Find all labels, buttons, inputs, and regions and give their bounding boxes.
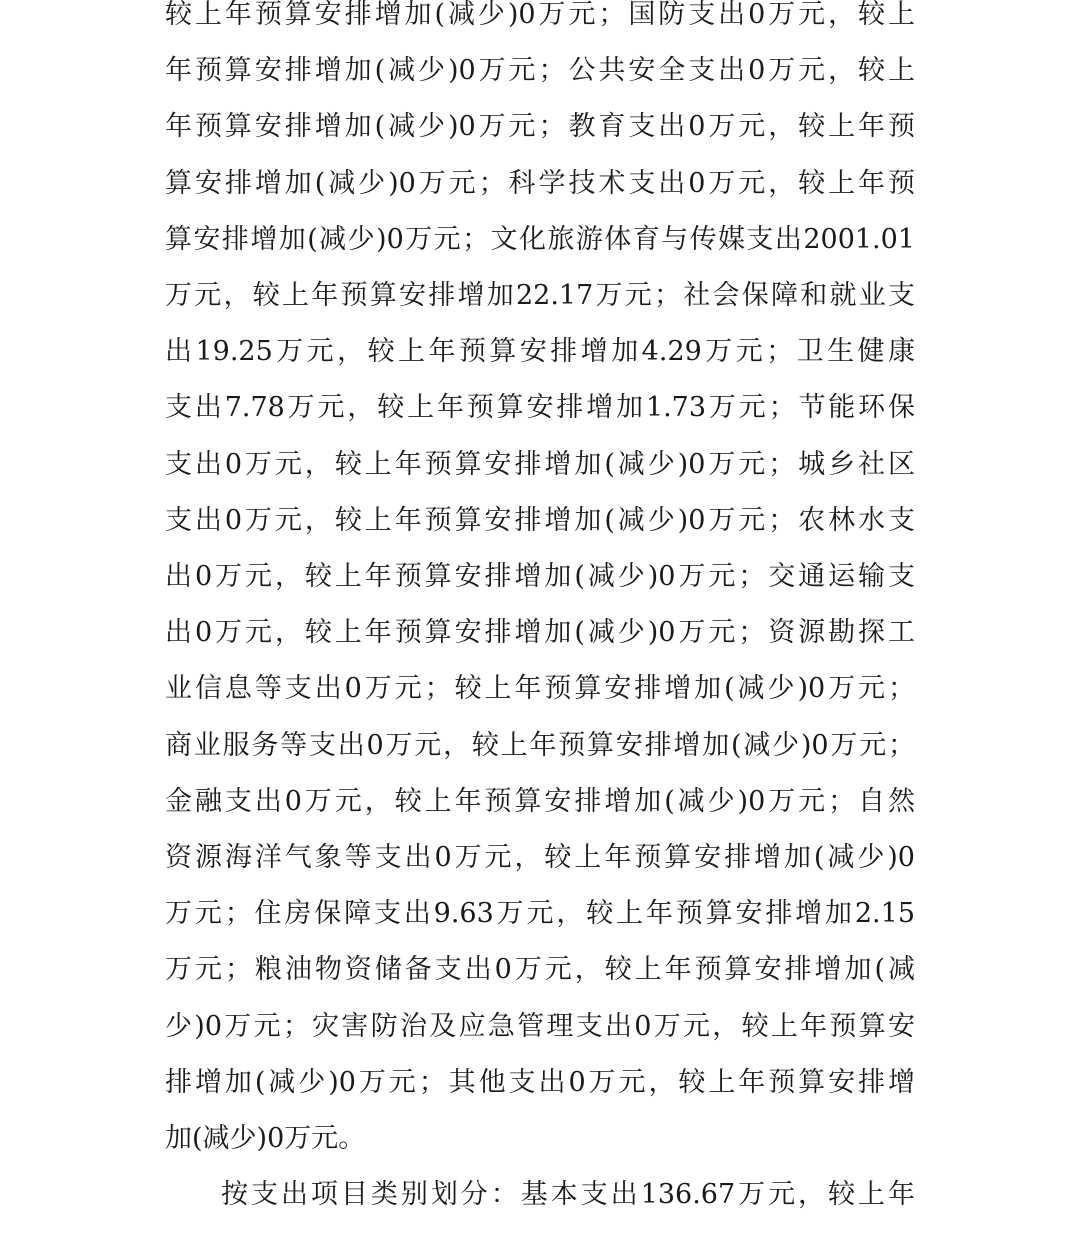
text-line: 业信息等支出0万元；较上年预算安排增加(减少)0万元； [165,673,915,705]
text-line: 少)0万元；灾害防治及应急管理支出0万元，较上年预算安 [165,1010,915,1042]
text-line: 出0万元，较上年预算安排增加(减少)0万元；资源勘探工 [165,617,915,649]
text-line: 排增加(减少)0万元；其他支出0万元，较上年预算安排增 [165,1066,915,1098]
text-line: 按支出项目类别划分：基本支出136.67万元，较上年 [221,1179,915,1211]
text-line: 年预算安排增加(减少)0万元；教育支出0万元，较上年预 [165,111,915,143]
text-line: 较上年预算安排增加(减少)0万元；国防支出0万元，较上 [165,0,915,30]
text-line: 商业服务等支出0万元，较上年预算安排增加(减少)0万元； [165,729,915,761]
text-line: 金融支出0万元，较上年预算安排增加(减少)0万元；自然 [165,785,915,817]
text-line: 算安排增加(减少)0万元；文化旅游体育与传媒支出2001.01 [165,223,915,255]
text-line: 支出0万元，较上年预算安排增加(减少)0万元；城乡社区 [165,448,915,480]
text-line: 出19.25万元，较上年预算安排增加4.29万元；卫生健康 [165,336,915,368]
text-line: 万元；粮油物资储备支出0万元，较上年预算安排增加(减 [165,954,915,986]
text-line: 支出7.78万元，较上年预算安排增加1.73万元；节能环保 [165,392,915,424]
text-line: 万元，较上年预算安排增加22.17万元；社会保障和就业支 [165,280,915,311]
text-line: 万元；住房保障支出9.63万元，较上年预算安排增加2.15 [165,898,915,930]
text-line: 加(减少)0万元。 [165,1123,366,1154]
text-line: 出0万元，较上年预算安排增加(减少)0万元；交通运输支 [165,561,915,592]
text-line: 资源海洋气象等支出0万元，较上年预算安排增加(减少)0 [165,842,915,873]
text-line: 算安排增加(减少)0万元；科学技术支出0万元，较上年预 [165,167,915,199]
text-line: 支出0万元，较上年预算安排增加(减少)0万元；农林水支 [165,504,915,536]
text-line: 年预算安排增加(减少)0万元；公共安全支出0万元，较上 [165,55,915,87]
